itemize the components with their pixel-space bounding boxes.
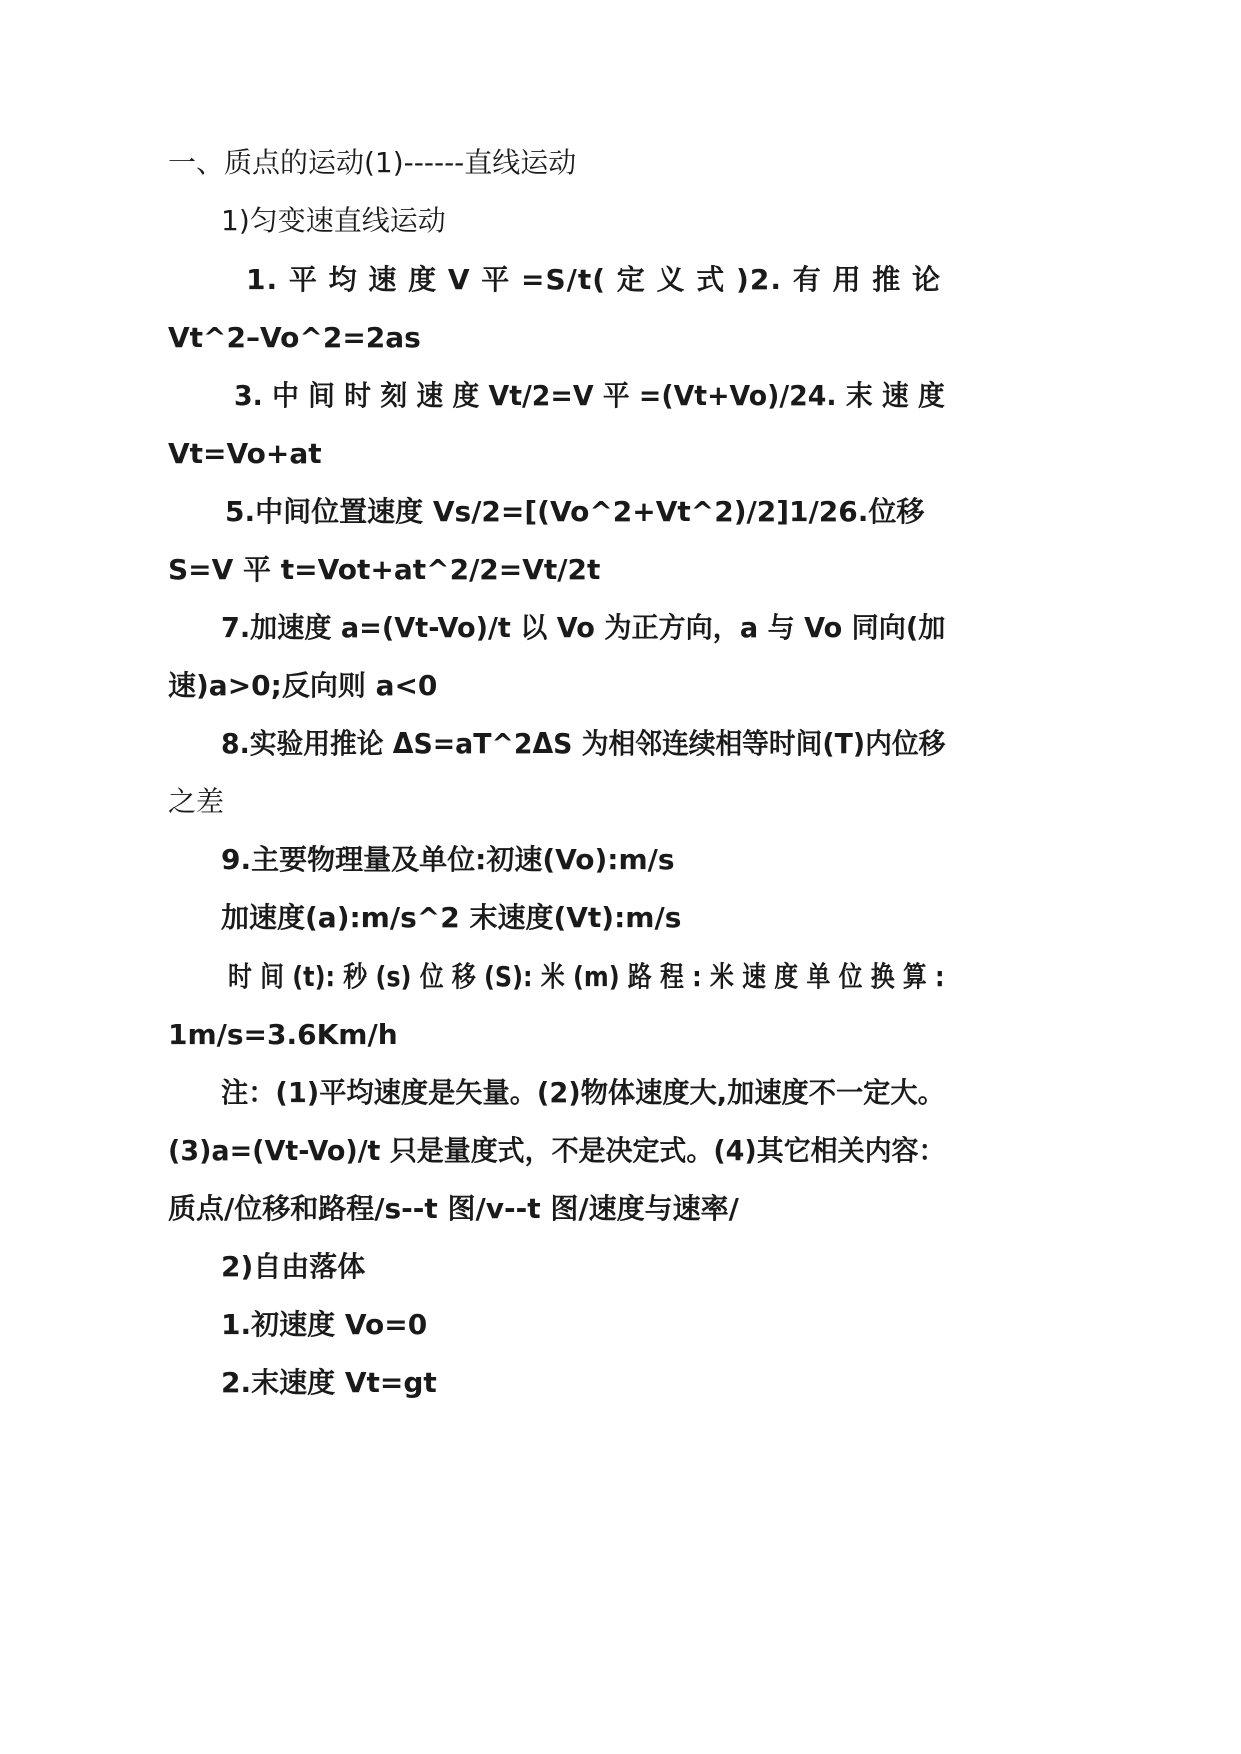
- formula-line-8: 8.实验用推论 ΔS=aT^2ΔS 为相邻连续相等时间(T)内位移: [221, 727, 946, 760]
- note-line-3: 质点/位移和路程/s--t 图/v--t 图/速度与速率/: [168, 1192, 739, 1225]
- formula-line-7-cont: 速)a>0;反向则 a<0: [168, 669, 438, 702]
- formula-line-7: 7.加速度 a=(Vt-Vo)/t 以 Vo 为正方向，a 与 Vo 同向(加: [221, 611, 946, 644]
- formula-line-5: 5.中间位置速度 Vs/2=[(Vo^2+Vt^2)/2]1/26.位移: [225, 495, 925, 528]
- subsection-heading-2: 2)自由落体: [221, 1250, 366, 1283]
- formula-line-3-cont: Vt=Vo+at: [168, 437, 322, 470]
- section-heading: 一、质点的运动(1)------直线运动: [168, 146, 577, 179]
- formula-line-8-cont: 之差: [168, 785, 225, 818]
- units-line-2: 加速度(a):m/s^2 末速度(Vt):m/s: [221, 901, 682, 934]
- subsection-heading: 1)匀变速直线运动: [221, 204, 446, 237]
- units-line-3: 时 间 (t): 秒 (s) 位 移 (S): 米 (m) 路 程 : 米 速 度 单 位 换 算 :: [228, 960, 945, 993]
- units-line-3-cont: 1m/s=3.6Km/h: [168, 1018, 398, 1051]
- freefall-line-1: 1.初速度 Vo=0: [221, 1308, 428, 1341]
- freefall-line-2: 2.末速度 Vt=gt: [221, 1366, 437, 1399]
- units-line-1: 9.主要物理量及单位:初速(Vo):m/s: [221, 843, 675, 876]
- note-line-1: 注：(1)平均速度是矢量。(2)物体速度大,加速度不一定大。: [221, 1076, 945, 1109]
- formula-line-1-cont: Vt^2–Vo^2=2as: [168, 321, 421, 354]
- note-line-2: (3)a=(Vt-Vo)/t 只是量度式，不是决定式。(4)其它相关内容：: [168, 1134, 946, 1167]
- formula-line-5-cont: S=V 平 t=Vot+at^2/2=Vt/2t: [168, 553, 601, 586]
- formula-line-3: 3. 中 间 时 刻 速 度 Vt/2=V 平 =(Vt+Vo)/24. 末 速 度: [234, 379, 945, 412]
- formula-line-1: 1. 平 均 速 度 V 平 =S/t( 定 义 式 )2. 有 用 推 论: [246, 263, 941, 296]
